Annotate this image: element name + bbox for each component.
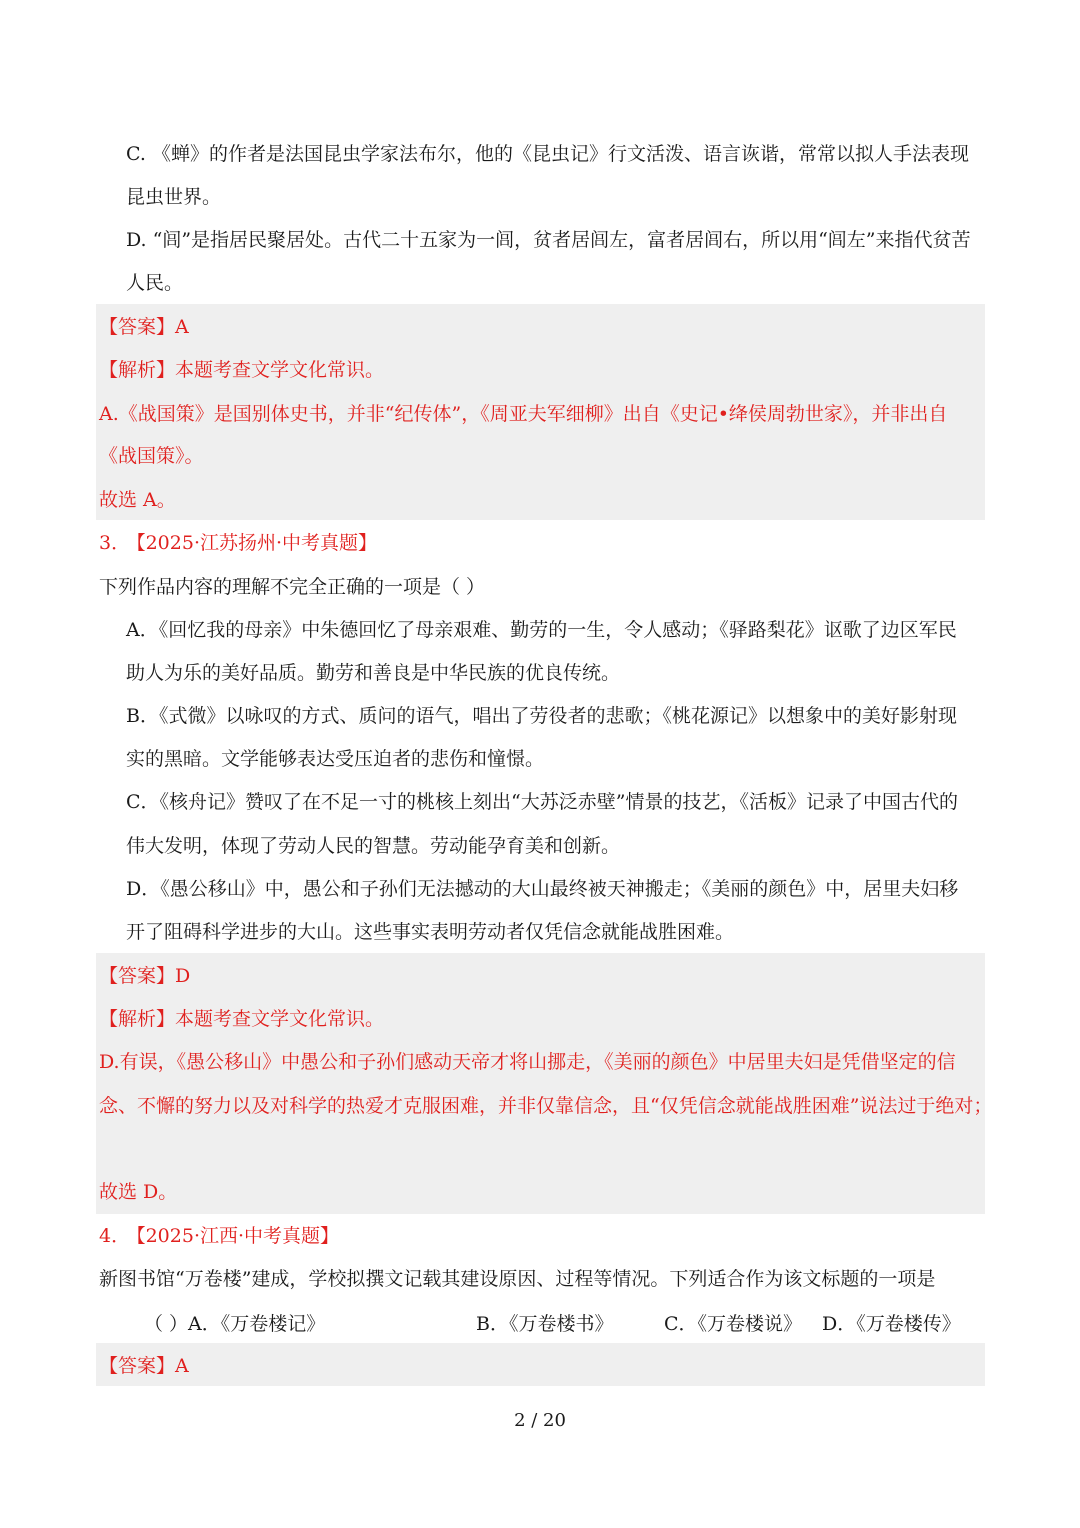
q3-option-c-line1: C．《核舟记》赞叹了在不足一寸的桃核上刻出“大苏泛赤壁”情景的技艺，《活板》记录了中国古代的 (126, 791, 958, 813)
q2-conclusion: 故选 A。 (99, 489, 176, 511)
q4-option-a: （ ）A．《万卷楼记》 (144, 1313, 326, 1335)
q3-stem: 下列作品内容的理解不完全正确的一项是（ ） (99, 576, 486, 598)
q4-source: 【2025·江西·中考真题】 (136, 1225, 340, 1247)
page-number: 2 / 20 (514, 1410, 566, 1431)
q4-header (99, 1224, 339, 1248)
q3-analysis (99, 1007, 384, 1031)
answer-tag: 【答案】 (99, 1355, 176, 1377)
q2-answer (99, 315, 189, 339)
q4-stem: 新图书馆“万卷楼”建成，学校拟撰文记载其建设原因、过程等情况。下列适合作为该文标题的一项是 (99, 1268, 936, 1290)
answer-block-q4 (96, 1343, 985, 1386)
q3-answer (99, 964, 190, 988)
q2-explanation-line1: A.《战国策》是国别体史书，并非“纪传体”，《周亚夫军细柳》出自《史记•绛侯周勃世家》，并非出自 (99, 403, 948, 425)
q3-explanation-line1: D.有误，《愚公移山》中愚公和子孙们感动天帝才将山挪走，《美丽的颜色》中居里夫妇是凭借坚定的信 (99, 1051, 956, 1073)
q2-option-d-line1: D. “闾”是指居民聚居处。古代二十五家为一闾，贫者居闾左，富者居闾右，所以用“闾左”来指代贫苦 (126, 229, 971, 251)
q2-analysis (99, 358, 384, 382)
answer-value: A (175, 316, 189, 338)
q2-option-c-line1: C. 《蝉》的作者是法国昆虫学家法布尔，他的《昆虫记》行文活泼、语言诙谐，常常以拟人手法表现 (126, 143, 969, 165)
q4-option-b: B．《万卷楼书》 (476, 1313, 614, 1335)
analysis-tag: 【解析】 (99, 1008, 176, 1030)
q3-option-d-line2: 开了阻碍科学进步的大山。这些事实表明劳动者仅凭信念就能战胜困难。 (126, 921, 735, 943)
analysis-text: 本题考查文学文化常识。 (175, 359, 385, 381)
q3-source: 【2025·江苏扬州·中考真题】 (136, 532, 378, 554)
q4-number: 4． (99, 1225, 131, 1247)
q4-answer (99, 1354, 189, 1378)
answer-block-q3 (96, 953, 985, 1214)
q3-option-b-line1: B．《式微》以咏叹的方式、质问的语气，唱出了劳役者的悲歌；《桃花源记》以想象中的美好影射现 (126, 705, 957, 727)
q2-option-c-line2: 昆虫世界。 (126, 186, 222, 208)
analysis-tag: 【解析】 (99, 359, 176, 381)
q2-option-d-line2: 人民。 (126, 272, 184, 294)
analysis-text: 本题考查文学文化常识。 (175, 1008, 385, 1030)
q4-option-c: C．《万卷楼说》 (664, 1313, 803, 1335)
q3-option-d-line1: D．《愚公移山》中，愚公和子孙们无法撼动的大山最终被天神搬走；《美丽的颜色》中，居里夫妇移 (126, 878, 959, 900)
answer-tag: 【答案】 (99, 316, 176, 338)
answer-value: D (175, 965, 191, 987)
q4-option-d: D．《万卷楼传》 (822, 1313, 961, 1335)
q2-explanation-line2: 《战国策》。 (99, 445, 204, 467)
q3-option-a-line2: 助人为乐的美好品质。勤劳和善良是中华民族的优良传统。 (126, 662, 621, 684)
q3-option-b-line2: 实的黑暗。文学能够表达受压迫者的悲伤和憧憬。 (126, 748, 545, 770)
q3-explanation-line2: 念、不懈的努力以及对科学的热爱才克服困难，并非仅靠信念，且“仅凭信念就能战胜困难”说法过于绝对； (99, 1095, 993, 1117)
answer-tag: 【答案】 (99, 965, 176, 987)
q3-option-a-line1: A．《回忆我的母亲》中朱德回忆了母亲艰难、勤劳的一生，令人感动；《驿路梨花》讴歌了边区军民 (126, 619, 957, 641)
q3-conclusion: 故选 D。 (99, 1181, 178, 1203)
q3-header (99, 531, 377, 555)
answer-value: A (175, 1355, 189, 1377)
q3-number: 3． (99, 532, 131, 554)
q3-option-c-line2: 伟大发明，体现了劳动人民的智慧。劳动能孕育美和创新。 (126, 835, 621, 857)
